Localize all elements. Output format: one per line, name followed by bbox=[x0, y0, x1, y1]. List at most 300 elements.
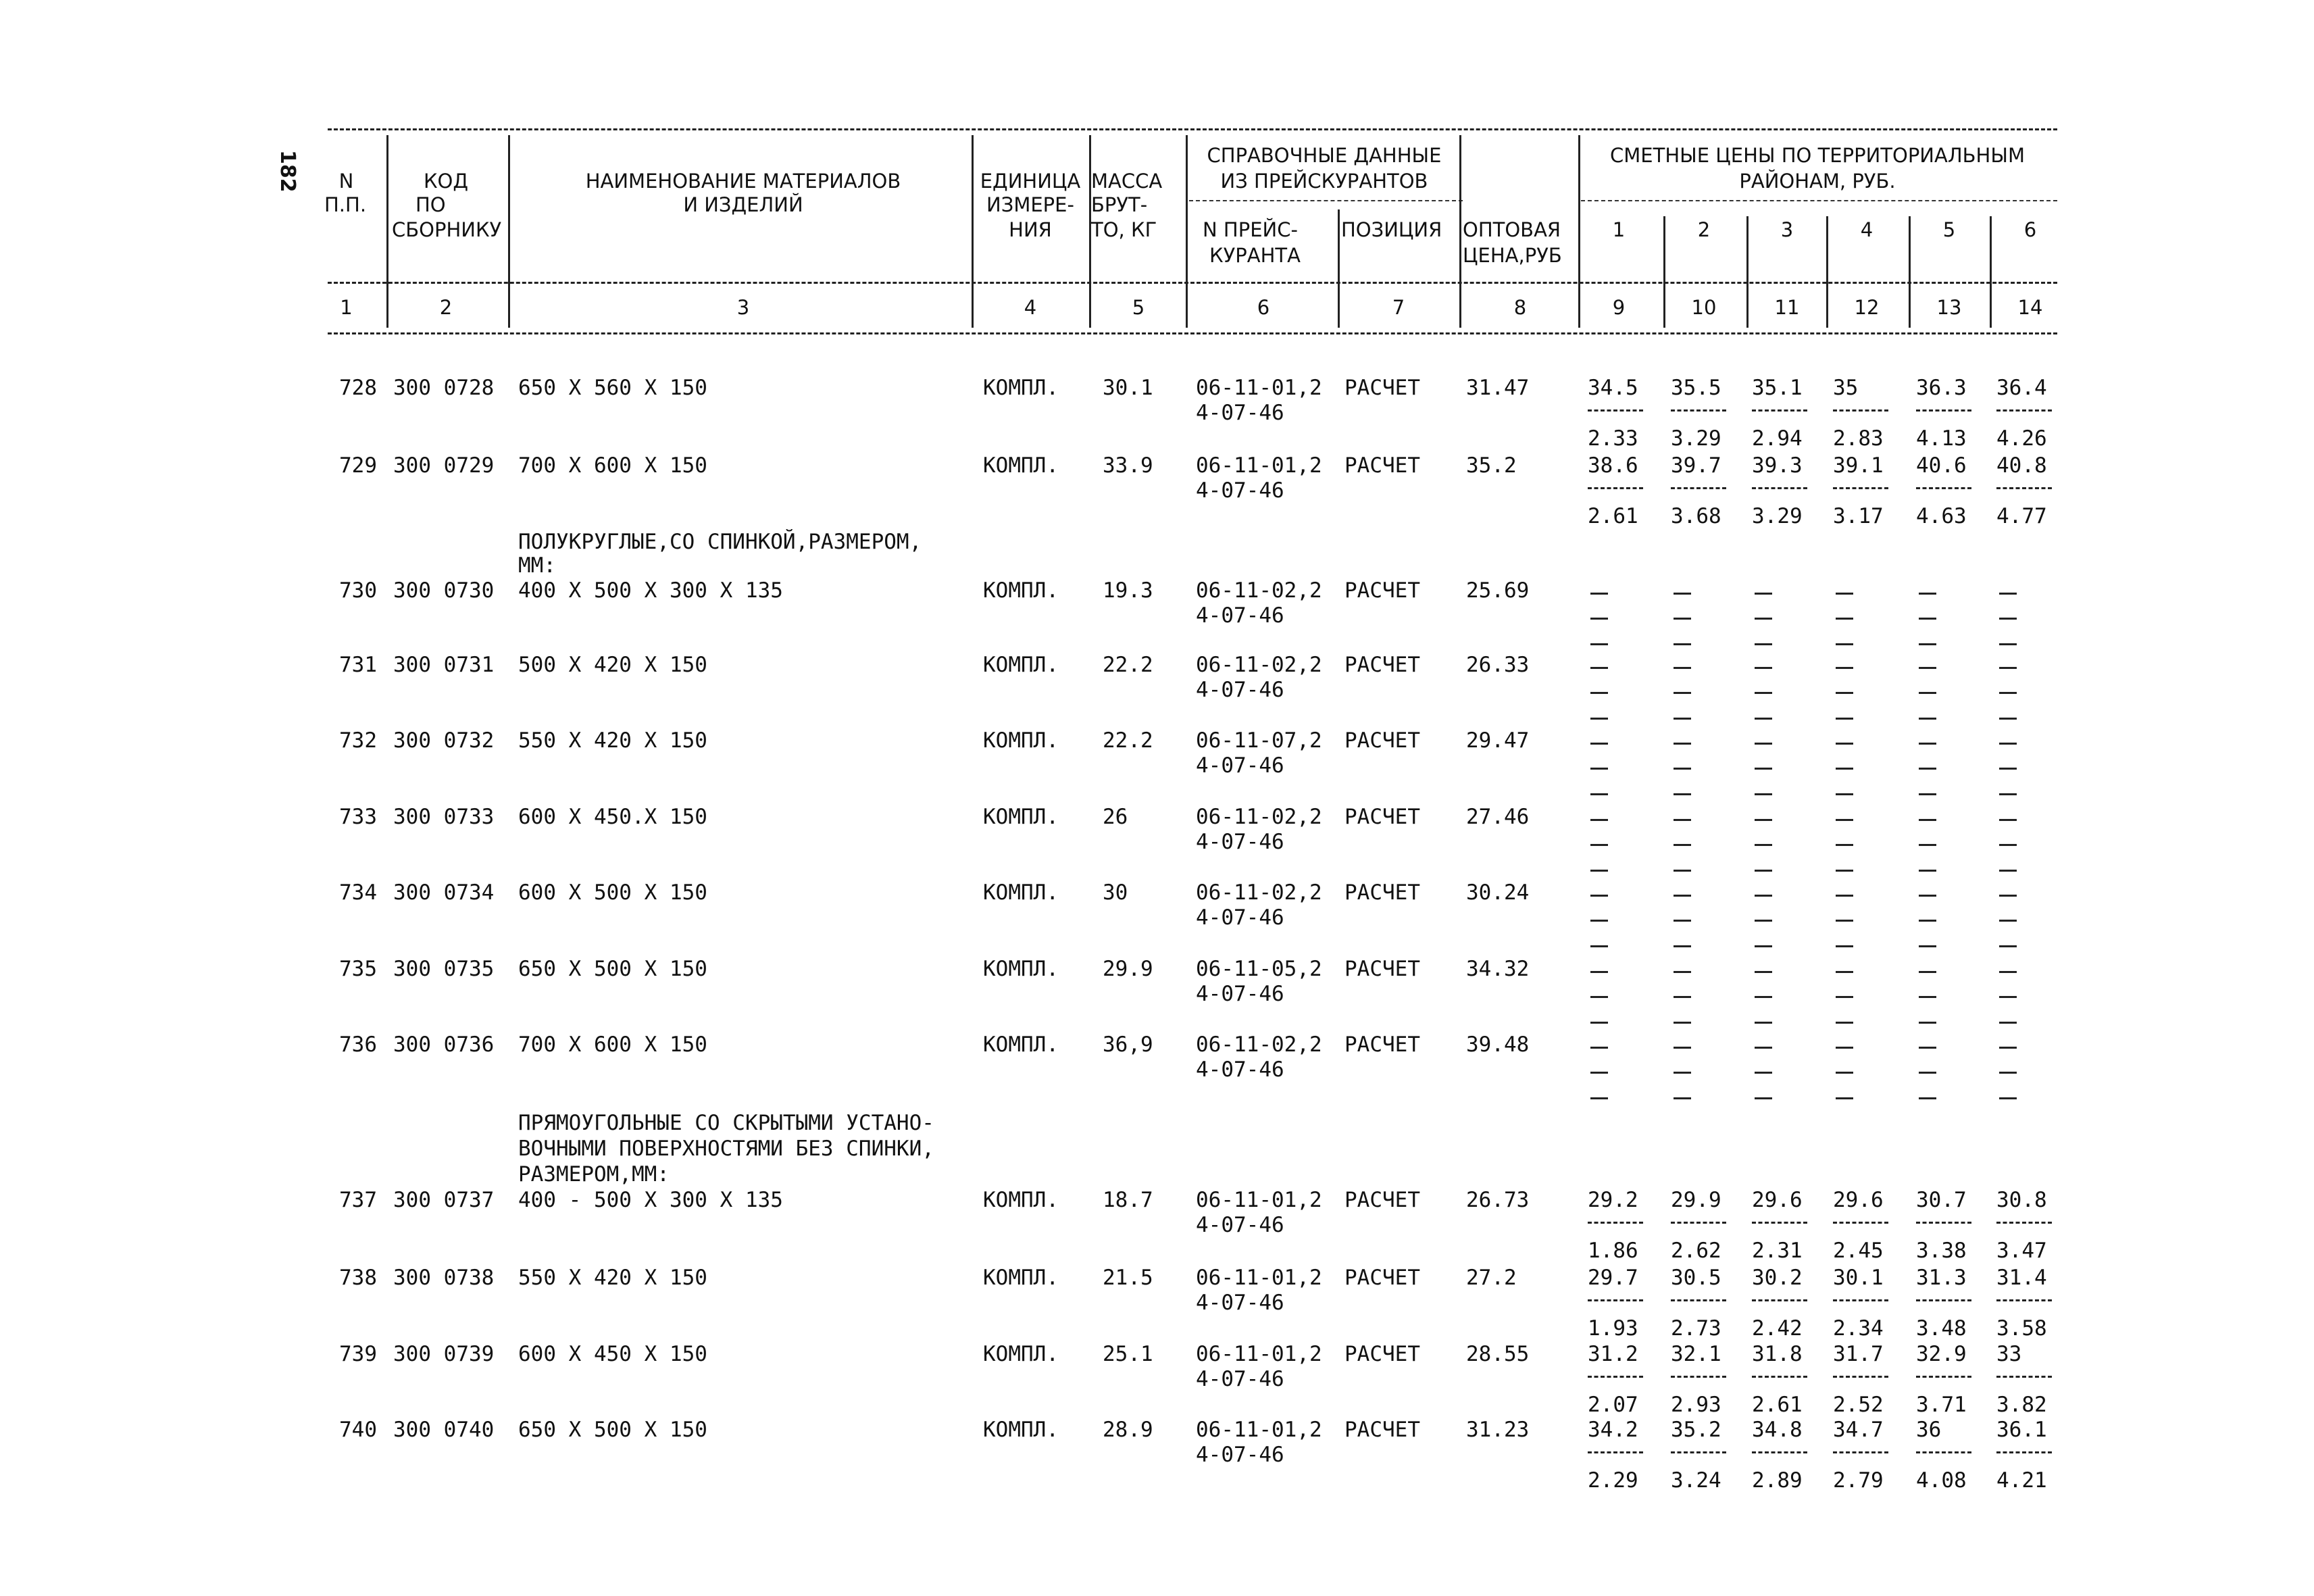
row-unit: КОМПЛ. bbox=[983, 1266, 1059, 1290]
fraction-bar bbox=[1588, 1451, 1643, 1453]
section-heading-semicircular: ПОЛУКРУГЛЫЕ,СО СПИНКОЙ,РАЗМЕРОМ, bbox=[518, 530, 922, 554]
region-price-bottom: 3.29 bbox=[1752, 504, 1803, 528]
empty-price-dash bbox=[1755, 996, 1772, 998]
empty-price-dash bbox=[1999, 844, 2017, 846]
row-unit: КОМПЛ. bbox=[983, 653, 1059, 677]
row-pricelist: 06-11-02,2 bbox=[1196, 578, 1322, 603]
region-price-top: 35.2 bbox=[1671, 1418, 1721, 1442]
empty-price-dash bbox=[1919, 1097, 1936, 1099]
empty-price-dash bbox=[1919, 618, 1936, 620]
row-number: 734 bbox=[339, 880, 377, 905]
header-pricelist-label: N ПРЕЙС- bbox=[1203, 218, 1298, 241]
empty-price-dash bbox=[1836, 743, 1853, 745]
header-column-number: 1 bbox=[340, 296, 353, 319]
empty-price-dash bbox=[1919, 870, 1936, 872]
row-pricelist: 06-11-02,2 bbox=[1196, 1032, 1322, 1057]
row-unit: КОМПЛ. bbox=[983, 376, 1059, 400]
empty-price-dash bbox=[1674, 819, 1691, 821]
row-wholesale-price: 26.73 bbox=[1466, 1188, 1530, 1212]
row-wholesale-price: 29.47 bbox=[1466, 728, 1530, 753]
header-top-rule bbox=[328, 128, 2057, 130]
row-unit: КОМПЛ. bbox=[983, 957, 1059, 981]
empty-price-dash bbox=[1919, 793, 1936, 795]
region-price-top: 31.8 bbox=[1752, 1342, 1803, 1366]
region-price-top: 35.1 bbox=[1752, 376, 1803, 400]
empty-price-dash bbox=[1836, 793, 1853, 795]
fraction-bar bbox=[1671, 1376, 1726, 1378]
empty-price-dash bbox=[1836, 819, 1853, 821]
fraction-bar bbox=[1588, 1222, 1643, 1224]
row-mass: 18.7 bbox=[1103, 1188, 1153, 1212]
row-unit: КОМПЛ. bbox=[983, 453, 1059, 478]
region-price-top: 30.7 bbox=[1916, 1188, 1967, 1212]
section-heading-semicircular: ММ: bbox=[518, 553, 556, 578]
empty-price-dash bbox=[1919, 1072, 1936, 1074]
empty-price-dash bbox=[1999, 743, 2017, 745]
row-pricelist: 06-11-02,2 bbox=[1196, 805, 1322, 829]
region-price-bottom: 1.86 bbox=[1588, 1239, 1638, 1263]
row-number: 731 bbox=[339, 653, 377, 677]
row-name: 550 X 420 X 150 bbox=[518, 728, 707, 753]
row-unit: КОМПЛ. bbox=[983, 728, 1059, 753]
row-number: 736 bbox=[339, 1032, 377, 1057]
empty-price-dash bbox=[1919, 996, 1936, 998]
empty-price-dash bbox=[1999, 945, 2017, 947]
row-code: 300 0737 bbox=[393, 1188, 495, 1212]
header-name-label: НАИМЕНОВАНИЕ МАТЕРИАЛОВ bbox=[585, 170, 901, 193]
region-price-bottom: 2.73 bbox=[1671, 1316, 1721, 1341]
row-mass: 30 bbox=[1103, 880, 1128, 905]
row-position: РАСЧЕТ bbox=[1344, 578, 1420, 603]
row-pricelist: 06-11-02,2 bbox=[1196, 653, 1322, 677]
empty-price-dash bbox=[1674, 793, 1691, 795]
row-pricelist-section: 4-07-46 bbox=[1196, 478, 1284, 503]
empty-price-dash bbox=[1999, 1097, 2017, 1099]
header-code-label: СБОРНИКУ bbox=[392, 218, 502, 241]
fraction-bar bbox=[1752, 409, 1807, 412]
fraction-bar bbox=[1916, 409, 1971, 412]
region-column-divider bbox=[1826, 216, 1828, 328]
row-name: 600 X 500 X 150 bbox=[518, 880, 707, 905]
region-price-top: 36 bbox=[1916, 1418, 1942, 1442]
region-price-bottom: 4.63 bbox=[1916, 504, 1967, 528]
region-price-bottom: 3.71 bbox=[1916, 1393, 1967, 1417]
region-price-top: 30.8 bbox=[1996, 1188, 2047, 1212]
row-pricelist: 06-11-01,2 bbox=[1196, 1266, 1322, 1290]
empty-price-dash bbox=[1590, 593, 1608, 595]
region-price-bottom: 4.21 bbox=[1996, 1468, 2047, 1493]
empty-price-dash bbox=[1836, 895, 1853, 897]
empty-price-dash bbox=[1590, 768, 1608, 770]
region-price-top: 33 bbox=[1996, 1342, 2022, 1366]
empty-price-dash bbox=[1590, 667, 1608, 669]
fraction-bar bbox=[1996, 1222, 2052, 1224]
header-column-number: 14 bbox=[2017, 296, 2043, 319]
empty-price-dash bbox=[1590, 996, 1608, 998]
region-price-top: 35 bbox=[1833, 376, 1859, 400]
region-price-top: 29.7 bbox=[1588, 1266, 1638, 1290]
row-code: 300 0734 bbox=[393, 880, 495, 905]
region-price-top: 31.2 bbox=[1588, 1342, 1638, 1366]
empty-price-dash bbox=[1999, 643, 2017, 645]
empty-price-dash bbox=[1919, 667, 1936, 669]
header-position-label: ПОЗИЦИЯ bbox=[1341, 218, 1442, 241]
region-price-bottom: 4.13 bbox=[1916, 426, 1967, 451]
row-position: РАСЧЕТ bbox=[1344, 1342, 1420, 1366]
empty-price-dash bbox=[1999, 1022, 2017, 1024]
empty-price-dash bbox=[1674, 1097, 1691, 1099]
empty-price-dash bbox=[1674, 618, 1691, 620]
fraction-bar bbox=[1833, 1222, 1888, 1224]
row-name: 600 X 450 X 150 bbox=[518, 1342, 707, 1366]
empty-price-dash bbox=[1590, 793, 1608, 795]
row-position: РАСЧЕТ bbox=[1344, 805, 1420, 829]
row-unit: КОМПЛ. bbox=[983, 1032, 1059, 1057]
row-position: РАСЧЕТ bbox=[1344, 880, 1420, 905]
empty-price-dash bbox=[1674, 593, 1691, 595]
empty-price-dash bbox=[1674, 844, 1691, 846]
row-wholesale-price: 30.24 bbox=[1466, 880, 1530, 905]
row-name: 400 X 500 X 300 X 135 bbox=[518, 578, 783, 603]
region-price-bottom: 3.82 bbox=[1996, 1393, 2047, 1417]
empty-price-dash bbox=[1590, 1047, 1608, 1049]
empty-price-dash bbox=[1590, 870, 1608, 872]
empty-price-dash bbox=[1590, 1022, 1608, 1024]
row-mass: 28.9 bbox=[1103, 1418, 1153, 1442]
header-column-divider bbox=[972, 135, 974, 328]
region-price-top: 39.1 bbox=[1833, 453, 1884, 478]
fraction-bar bbox=[1833, 409, 1888, 412]
region-price-bottom: 2.34 bbox=[1833, 1316, 1884, 1341]
empty-price-dash bbox=[1674, 1022, 1691, 1024]
row-pricelist-section: 4-07-46 bbox=[1196, 1291, 1284, 1315]
header-mass-label: БРУТ- bbox=[1091, 193, 1148, 216]
header-region-number: 6 bbox=[2023, 218, 2037, 241]
fraction-bar bbox=[1588, 1299, 1643, 1301]
fraction-bar bbox=[1671, 409, 1726, 412]
fraction-bar bbox=[1916, 487, 1971, 489]
row-mass: 21.5 bbox=[1103, 1266, 1153, 1290]
region-price-bottom: 3.68 bbox=[1671, 504, 1721, 528]
row-position: РАСЧЕТ bbox=[1344, 1188, 1420, 1212]
region-price-bottom: 3.17 bbox=[1833, 504, 1884, 528]
empty-price-dash bbox=[1755, 618, 1772, 620]
region-price-top: 34.8 bbox=[1752, 1418, 1803, 1442]
empty-price-dash bbox=[1836, 768, 1853, 770]
empty-price-dash bbox=[1755, 870, 1772, 872]
fraction-bar bbox=[1833, 1299, 1888, 1301]
fraction-bar bbox=[1996, 409, 2052, 412]
row-code: 300 0729 bbox=[393, 453, 495, 478]
row-name: 550 X 420 X 150 bbox=[518, 1266, 707, 1290]
row-code: 300 0730 bbox=[393, 578, 495, 603]
header-region-number: 3 bbox=[1780, 218, 1794, 241]
fraction-bar bbox=[1671, 487, 1726, 489]
row-code: 300 0731 bbox=[393, 653, 495, 677]
row-pricelist-section: 4-07-46 bbox=[1196, 830, 1284, 854]
header-pricelist-label: КУРАНТА bbox=[1209, 244, 1301, 267]
empty-price-dash bbox=[1755, 692, 1772, 694]
region-price-top: 38.6 bbox=[1588, 453, 1638, 478]
empty-price-dash bbox=[1836, 643, 1853, 645]
empty-price-dash bbox=[1755, 945, 1772, 947]
empty-price-dash bbox=[1755, 1072, 1772, 1074]
region-price-top: 30.1 bbox=[1833, 1266, 1884, 1290]
empty-price-dash bbox=[1755, 718, 1772, 720]
region-price-top: 32.9 bbox=[1916, 1342, 1967, 1366]
region-price-bottom: 3.38 bbox=[1916, 1239, 1967, 1263]
row-number: 735 bbox=[339, 957, 377, 981]
region-price-top: 30.5 bbox=[1671, 1266, 1721, 1290]
empty-price-dash bbox=[1836, 920, 1853, 922]
row-name: 500 X 420 X 150 bbox=[518, 653, 707, 677]
empty-price-dash bbox=[1836, 1097, 1853, 1099]
header-column-number: 5 bbox=[1132, 296, 1145, 319]
header-column-number: 13 bbox=[1936, 296, 1962, 319]
header-name-label: И ИЗДЕЛИЙ bbox=[683, 193, 803, 216]
empty-price-dash bbox=[1999, 819, 2017, 821]
region-price-bottom: 4.26 bbox=[1996, 426, 2047, 451]
header-unit-label: ИЗМЕРЕ- bbox=[986, 193, 1074, 216]
region-price-top: 32.1 bbox=[1671, 1342, 1721, 1366]
row-position: РАСЧЕТ bbox=[1344, 1266, 1420, 1290]
header-column-number: 2 bbox=[439, 296, 453, 319]
row-code: 300 0732 bbox=[393, 728, 495, 753]
row-wholesale-price: 27.2 bbox=[1466, 1266, 1517, 1290]
region-price-bottom: 3.24 bbox=[1671, 1468, 1721, 1493]
row-mass: 33.9 bbox=[1103, 453, 1153, 478]
region-price-top: 39.7 bbox=[1671, 453, 1721, 478]
region-price-bottom: 2.94 bbox=[1752, 426, 1803, 451]
row-pricelist-section: 4-07-46 bbox=[1196, 753, 1284, 778]
region-price-top: 34.2 bbox=[1588, 1418, 1638, 1442]
empty-price-dash bbox=[1674, 920, 1691, 922]
row-code: 300 0735 bbox=[393, 957, 495, 981]
row-pricelist-section: 4-07-46 bbox=[1196, 401, 1284, 425]
row-unit: КОМПЛ. bbox=[983, 1188, 1059, 1212]
page-number: 182 bbox=[276, 150, 299, 193]
row-pricelist-section: 4-07-46 bbox=[1196, 1367, 1284, 1391]
empty-price-dash bbox=[1755, 1022, 1772, 1024]
header-column-number: 7 bbox=[1392, 296, 1405, 319]
row-position: РАСЧЕТ bbox=[1344, 1418, 1420, 1442]
region-price-bottom: 2.33 bbox=[1588, 426, 1638, 451]
row-mass: 19.3 bbox=[1103, 578, 1153, 603]
row-code: 300 0736 bbox=[393, 1032, 495, 1057]
empty-price-dash bbox=[1836, 1047, 1853, 1049]
header-region-number: 4 bbox=[1860, 218, 1873, 241]
empty-price-dash bbox=[1836, 618, 1853, 620]
region-price-bottom: 2.93 bbox=[1671, 1393, 1721, 1417]
region-price-bottom: 2.83 bbox=[1833, 426, 1884, 451]
region-price-bottom: 2.61 bbox=[1752, 1393, 1803, 1417]
region-price-top: 40.8 bbox=[1996, 453, 2047, 478]
row-name: 650 X 500 X 150 bbox=[518, 957, 707, 981]
row-name: 650 X 500 X 150 bbox=[518, 1418, 707, 1442]
empty-price-dash bbox=[1674, 692, 1691, 694]
header-mid-rule bbox=[328, 282, 2057, 284]
header-column-number: 10 bbox=[1691, 296, 1717, 319]
row-name: 700 X 600 X 150 bbox=[518, 453, 707, 478]
empty-price-dash bbox=[1590, 692, 1608, 694]
empty-price-dash bbox=[1590, 618, 1608, 620]
empty-price-dash bbox=[1755, 743, 1772, 745]
row-pricelist: 06-11-02,2 bbox=[1196, 880, 1322, 905]
row-name: 600 X 450.X 150 bbox=[518, 805, 707, 829]
empty-price-dash bbox=[1674, 971, 1691, 973]
empty-price-dash bbox=[1590, 643, 1608, 645]
row-wholesale-price: 31.23 bbox=[1466, 1418, 1530, 1442]
row-unit: КОМПЛ. bbox=[983, 880, 1059, 905]
row-code: 300 0738 bbox=[393, 1266, 495, 1290]
empty-price-dash bbox=[1590, 945, 1608, 947]
region-price-top: 40.6 bbox=[1916, 453, 1967, 478]
row-number: 737 bbox=[339, 1188, 377, 1212]
row-wholesale-price: 34.32 bbox=[1466, 957, 1530, 981]
row-mass: 30.1 bbox=[1103, 376, 1153, 400]
region-price-top: 31.7 bbox=[1833, 1342, 1884, 1366]
empty-price-dash bbox=[1590, 718, 1608, 720]
empty-price-dash bbox=[1999, 692, 2017, 694]
region-price-bottom: 2.45 bbox=[1833, 1239, 1884, 1263]
row-mass: 22.2 bbox=[1103, 653, 1153, 677]
region-price-bottom: 2.07 bbox=[1588, 1393, 1638, 1417]
empty-price-dash bbox=[1674, 667, 1691, 669]
region-price-bottom: 2.31 bbox=[1752, 1239, 1803, 1263]
row-pricelist: 06-11-07,2 bbox=[1196, 728, 1322, 753]
row-pricelist-section: 4-07-46 bbox=[1196, 678, 1284, 702]
empty-price-dash bbox=[1999, 593, 2017, 595]
row-wholesale-price: 26.33 bbox=[1466, 653, 1530, 677]
region-price-bottom: 2.42 bbox=[1752, 1316, 1803, 1341]
empty-price-dash bbox=[1919, 593, 1936, 595]
region-price-bottom: 1.93 bbox=[1588, 1316, 1638, 1341]
empty-price-dash bbox=[1836, 593, 1853, 595]
row-number: 730 bbox=[339, 578, 377, 603]
empty-price-dash bbox=[1919, 718, 1936, 720]
fraction-bar bbox=[1671, 1222, 1726, 1224]
fraction-bar bbox=[1916, 1299, 1971, 1301]
region-price-bottom: 2.52 bbox=[1833, 1393, 1884, 1417]
empty-price-dash bbox=[1999, 996, 2017, 998]
empty-price-dash bbox=[1999, 768, 2017, 770]
row-pricelist: 06-11-01,2 bbox=[1196, 1188, 1322, 1212]
row-number: 739 bbox=[339, 1342, 377, 1366]
header-column-divider bbox=[386, 135, 388, 328]
empty-price-dash bbox=[1755, 593, 1772, 595]
row-pricelist: 06-11-01,2 bbox=[1196, 1342, 1322, 1366]
region-price-top: 36.3 bbox=[1916, 376, 1967, 400]
fraction-bar bbox=[1752, 487, 1807, 489]
row-pricelist-section: 4-07-46 bbox=[1196, 1443, 1284, 1467]
header-column-number: 3 bbox=[736, 296, 750, 319]
region-price-bottom: 2.89 bbox=[1752, 1468, 1803, 1493]
empty-price-dash bbox=[1999, 1047, 2017, 1049]
row-name: 400 - 500 X 300 X 135 bbox=[518, 1188, 783, 1212]
row-pricelist-section: 4-07-46 bbox=[1196, 1057, 1284, 1082]
row-position: РАСЧЕТ bbox=[1344, 453, 1420, 478]
header-bottom-rule bbox=[328, 332, 2057, 334]
empty-price-dash bbox=[1590, 971, 1608, 973]
empty-price-dash bbox=[1755, 895, 1772, 897]
row-number: 729 bbox=[339, 453, 377, 478]
empty-price-dash bbox=[1836, 1072, 1853, 1074]
row-pricelist-section: 4-07-46 bbox=[1196, 905, 1284, 930]
empty-price-dash bbox=[1590, 743, 1608, 745]
row-unit: КОМПЛ. bbox=[983, 805, 1059, 829]
fraction-bar bbox=[1671, 1299, 1726, 1301]
row-position: РАСЧЕТ bbox=[1344, 957, 1420, 981]
row-mass: 36,9 bbox=[1103, 1032, 1153, 1057]
empty-price-dash bbox=[1674, 643, 1691, 645]
header-column-number: 11 bbox=[1774, 296, 1800, 319]
empty-price-dash bbox=[1919, 844, 1936, 846]
row-wholesale-price: 35.2 bbox=[1466, 453, 1517, 478]
fraction-bar bbox=[1671, 1451, 1726, 1453]
empty-price-dash bbox=[1590, 1097, 1608, 1099]
row-code: 300 0739 bbox=[393, 1342, 495, 1366]
empty-price-dash bbox=[1674, 996, 1691, 998]
fraction-bar bbox=[1833, 1451, 1888, 1453]
empty-price-dash bbox=[1674, 1047, 1691, 1049]
empty-price-dash bbox=[1755, 643, 1772, 645]
fraction-bar bbox=[1916, 1376, 1971, 1378]
empty-price-dash bbox=[1919, 971, 1936, 973]
region-price-bottom: 3.47 bbox=[1996, 1239, 2047, 1263]
region-column-divider bbox=[1909, 216, 1911, 328]
empty-price-dash bbox=[1919, 920, 1936, 922]
empty-price-dash bbox=[1999, 618, 2017, 620]
row-pricelist: 06-11-01,2 bbox=[1196, 376, 1322, 400]
row-pricelist-section: 4-07-46 bbox=[1196, 1213, 1284, 1237]
header-column-number: 9 bbox=[1612, 296, 1626, 319]
header-n-label: N bbox=[338, 170, 354, 193]
region-price-bottom: 3.48 bbox=[1916, 1316, 1967, 1341]
header-ref-group-label: ИЗ ПРЕЙСКУРАНТОВ bbox=[1220, 170, 1428, 193]
empty-price-dash bbox=[1836, 1022, 1853, 1024]
header-column-divider bbox=[1578, 135, 1580, 328]
row-position: РАСЧЕТ bbox=[1344, 1032, 1420, 1057]
fraction-bar bbox=[1752, 1451, 1807, 1453]
empty-price-dash bbox=[1999, 870, 2017, 872]
header-wholesale-label: ЦЕНА,РУБ bbox=[1463, 244, 1562, 267]
empty-price-dash bbox=[1999, 667, 2017, 669]
row-wholesale-price: 31.47 bbox=[1466, 376, 1530, 400]
empty-price-dash bbox=[1755, 793, 1772, 795]
fraction-bar bbox=[1996, 1376, 2052, 1378]
row-wholesale-price: 39.48 bbox=[1466, 1032, 1530, 1057]
row-pricelist-section: 4-07-46 bbox=[1196, 603, 1284, 628]
region-price-bottom: 2.61 bbox=[1588, 504, 1638, 528]
section-heading-rectangular: ВОЧНЫМИ ПОВЕРХНОСТЯМИ БЕЗ СПИНКИ, bbox=[518, 1137, 934, 1161]
region-column-divider bbox=[1746, 216, 1749, 328]
row-unit: КОМПЛ. bbox=[983, 578, 1059, 603]
empty-price-dash bbox=[1999, 895, 2017, 897]
fraction-bar bbox=[1588, 409, 1643, 412]
header-column-divider bbox=[1459, 135, 1461, 328]
fraction-bar bbox=[1996, 1299, 2052, 1301]
fraction-bar bbox=[1833, 1376, 1888, 1378]
fraction-bar bbox=[1996, 487, 2052, 489]
header-unit-label: НИЯ bbox=[1009, 218, 1052, 241]
row-code: 300 0728 bbox=[393, 376, 495, 400]
row-unit: КОМПЛ. bbox=[983, 1342, 1059, 1366]
empty-price-dash bbox=[1999, 920, 2017, 922]
region-column-divider bbox=[1990, 216, 1992, 328]
region-price-top: 39.3 bbox=[1752, 453, 1803, 478]
row-pricelist: 06-11-01,2 bbox=[1196, 453, 1322, 478]
row-pricelist: 06-11-05,2 bbox=[1196, 957, 1322, 981]
